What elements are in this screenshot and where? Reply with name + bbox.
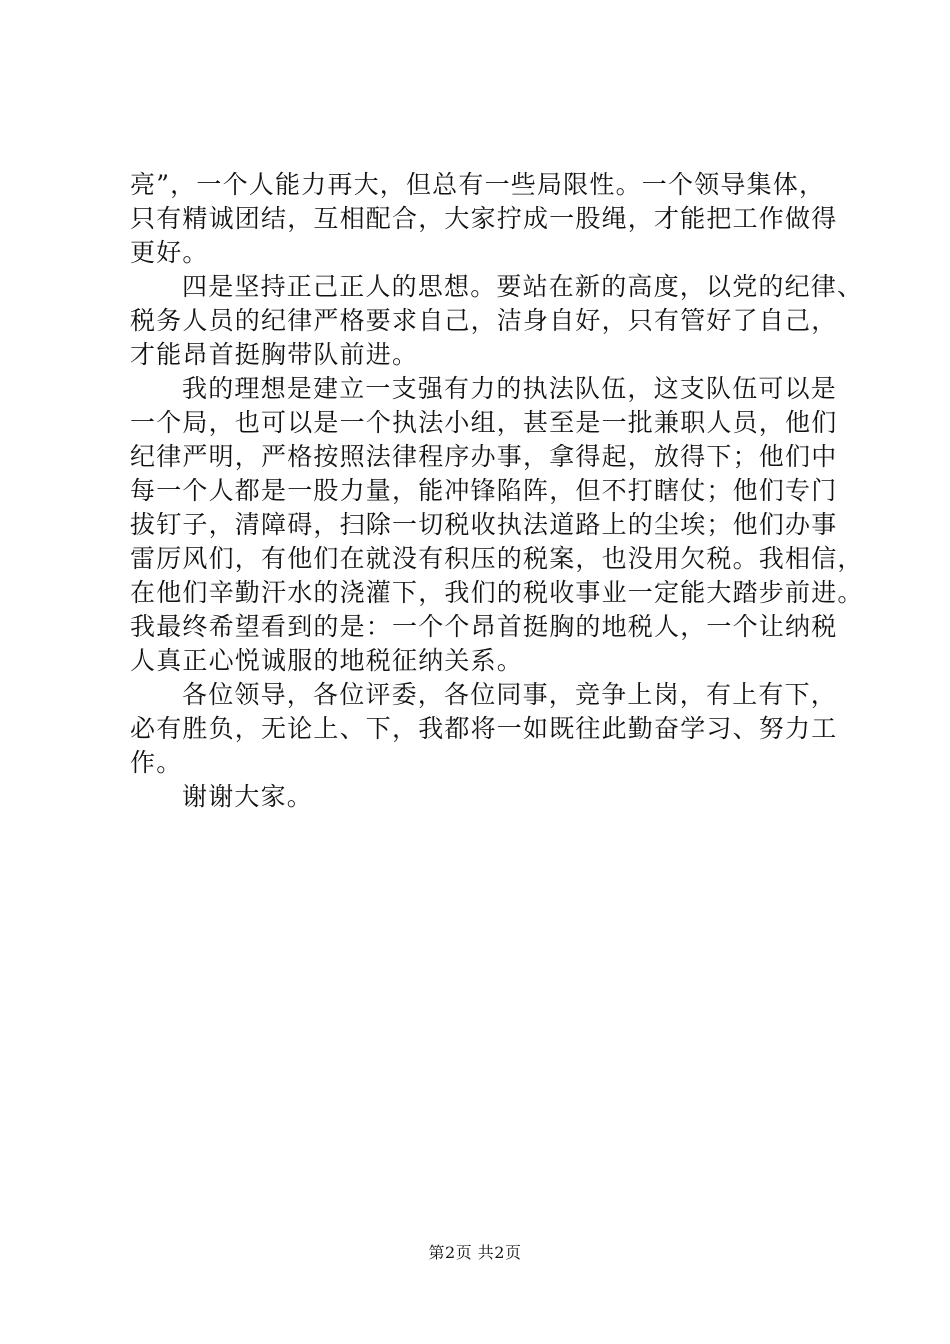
text-line: 我最终希望看到的是：一个个昂首挺胸的地税人，一个让纳税 <box>130 612 838 641</box>
text-line: 作。 <box>130 748 183 777</box>
text-line: 每一个人都是一股力量，能冲锋陷阵，但不打瞎仗；他们专门 <box>130 476 838 505</box>
text-line: 一个局，也可以是一个执法小组，甚至是一批兼职人员，他们 <box>130 408 838 437</box>
text-line: 亮”，一个人能力再大，但总有一些局限性。一个领导集体， <box>130 170 826 199</box>
text-line: 才能昂首挺胸带队前进。 <box>130 340 419 369</box>
text-line: 雷厉风们，有他们在就没有积压的税案，也没用欠税。我相信， <box>130 544 864 573</box>
page-number-footer: 第2页 共2页 <box>428 1243 522 1262</box>
text-line: 只有精诚团结，互相配合，大家拧成一股绳，才能把工作做得 <box>130 204 838 233</box>
text-line: 纪律严明，严格按照法律程序办事，拿得起，放得下；他们中 <box>130 442 838 471</box>
text-line: 必有胜负，无论上、下，我都将一如既往此勤奋学习、努力工 <box>130 714 838 743</box>
document-body <box>130 168 864 814</box>
paragraph-start-line: 各位领导，各位评委，各位同事，竞争上岗，有上有下， <box>182 680 838 709</box>
text-line: 拔钉子，清障碍，扫除一切税收执法道路上的尘埃；他们办事 <box>130 510 838 539</box>
paragraph-start-line: 谢谢大家。 <box>182 782 314 811</box>
text-line: 税务人员的纪律严格要求自己，洁身自好，只有管好了自己， <box>130 306 838 335</box>
paragraph-start-line: 四是坚持正己正人的思想。要站在新的高度，以党的纪律、 <box>182 272 864 301</box>
text-line: 在他们辛勤汗水的浇灌下，我们的税收事业一定能大踏步前进。 <box>130 578 864 607</box>
paragraph-start-line: 我的理想是建立一支强有力的执法队伍，这支队伍可以是 <box>182 374 838 403</box>
text-line: 更好。 <box>130 238 209 267</box>
text-line: 人真正心悦诚服的地税征纳关系。 <box>130 646 524 675</box>
